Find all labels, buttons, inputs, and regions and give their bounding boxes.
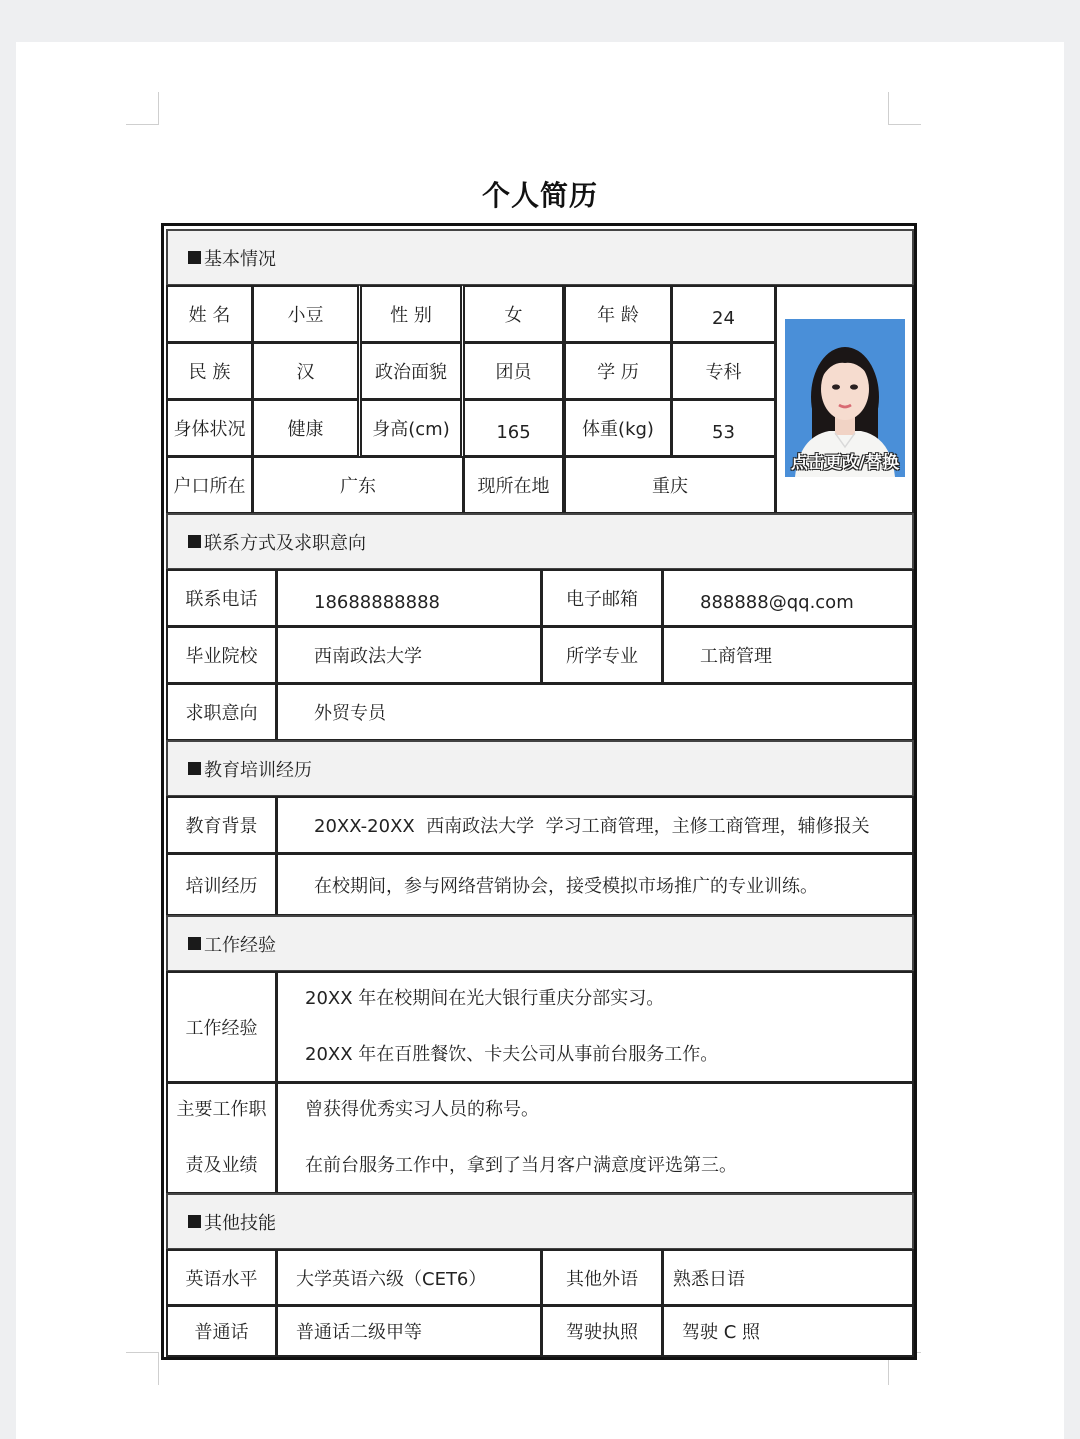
residence-value[interactable]: 重庆 (564, 456, 776, 514)
email-label: 电子邮箱 (541, 569, 663, 627)
objective-value[interactable]: 外贸专员 (276, 683, 914, 741)
duties-line: 在前台服务工作中，拿到了当月客户满意度评选第三。 (305, 1155, 737, 1176)
photo-caption[interactable]: 点击更改/替换 (790, 453, 900, 473)
ethnicity-label: 民 族 (166, 342, 253, 400)
section-header-skills[interactable] (166, 1193, 914, 1250)
age-label: 年 龄 (564, 285, 672, 343)
name-value[interactable]: 小豆 (252, 285, 359, 343)
hukou-value[interactable]: 广东 (252, 456, 464, 514)
gender-label: 性 别 (360, 285, 462, 343)
margin-mark-top-right (888, 92, 921, 125)
english-label: 英语水平 (166, 1249, 277, 1306)
square-bullet-icon (188, 762, 201, 775)
section-header-work[interactable] (166, 915, 914, 972)
mandarin-label: 普通话 (166, 1305, 277, 1357)
duties-label-line: 主要工作职 (176, 1099, 267, 1120)
political-value[interactable]: 团员 (463, 342, 564, 400)
school-label: 毕业院校 (166, 626, 277, 684)
major-label: 所学专业 (541, 626, 663, 684)
square-bullet-icon (188, 1215, 201, 1228)
weight-value[interactable]: 53 (671, 399, 776, 457)
duties-line: 曾获得优秀实习人员的称号。 (305, 1099, 539, 1120)
square-bullet-icon (188, 535, 201, 548)
section-title: 工作经验 (204, 934, 276, 956)
degree-value[interactable]: 专科 (671, 342, 776, 400)
duties-label (166, 1082, 277, 1194)
ethnicity-value[interactable]: 汉 (252, 342, 359, 400)
work-experience-line: 20XX 年在百胜餐饮、卡夫公司从事前台服务工作。 (305, 1044, 719, 1065)
square-bullet-icon (188, 937, 201, 950)
work-experience-value[interactable] (276, 971, 914, 1083)
section-header-education[interactable] (166, 740, 914, 797)
duties-label-line: 责及业绩 (185, 1155, 258, 1176)
square-bullet-icon (188, 251, 201, 264)
weight-label: 体重(kg) (564, 399, 672, 457)
degree-label: 学 历 (564, 342, 672, 400)
work-experience-line: 20XX 年在校期间在光大银行重庆分部实习。 (305, 988, 665, 1009)
phone-label: 联系电话 (166, 569, 277, 627)
education-background-label: 教育背景 (166, 796, 277, 854)
license-label: 驾驶执照 (541, 1305, 663, 1357)
margin-mark-bottom-left (126, 1352, 159, 1385)
section-title: 基本情况 (204, 248, 276, 270)
section-header-contact[interactable] (166, 513, 914, 570)
resume-table (161, 223, 917, 1360)
other-language-label: 其他外语 (541, 1249, 663, 1306)
duties-value[interactable] (276, 1082, 914, 1194)
training-label: 培训经历 (166, 853, 277, 916)
section-header-basic[interactable] (166, 229, 914, 286)
phone-value[interactable]: 18688888888 (276, 569, 542, 627)
major-value[interactable]: 工商管理 (662, 626, 914, 684)
mandarin-value[interactable]: 普通话二级甲等 (276, 1305, 542, 1357)
political-label: 政治面貌 (360, 342, 462, 400)
margin-mark-top-left (126, 92, 159, 125)
license-value[interactable]: 驾驶 C 照 (662, 1305, 914, 1357)
school-value[interactable]: 西南政法大学 (276, 626, 542, 684)
health-value[interactable]: 健康 (252, 399, 359, 457)
section-title: 其他技能 (204, 1212, 276, 1234)
training-value[interactable]: 在校期间，参与网络营销协会，接受模拟市场推广的专业训练。 (276, 853, 914, 916)
section-title: 教育培训经历 (204, 759, 312, 781)
profile-photo[interactable] (785, 319, 905, 477)
health-label: 身体状况 (166, 399, 253, 457)
height-value[interactable]: 165 (463, 399, 564, 457)
section-title: 联系方式及求职意向 (204, 532, 366, 554)
gender-value[interactable]: 女 (463, 285, 564, 343)
residence-label: 现所在地 (463, 456, 564, 514)
work-experience-label: 工作经验 (166, 971, 277, 1083)
english-value[interactable]: 大学英语六级（CET6） (276, 1249, 542, 1306)
photo-cell[interactable] (775, 285, 914, 514)
age-value[interactable]: 24 (671, 285, 776, 343)
other-language-value[interactable]: 熟悉日语 (662, 1249, 914, 1306)
email-value[interactable]: 888888@qq.com (662, 569, 914, 627)
document-title[interactable]: 个人简历 (481, 179, 598, 212)
hukou-label: 户口所在 (166, 456, 253, 514)
education-background-value[interactable]: 20XX-20XX 西南政法大学 学习工商管理，主修工商管理，辅修报关 (276, 796, 914, 854)
name-label: 姓 名 (166, 285, 253, 343)
height-label: 身高(cm) (360, 399, 462, 457)
objective-label: 求职意向 (166, 683, 277, 741)
